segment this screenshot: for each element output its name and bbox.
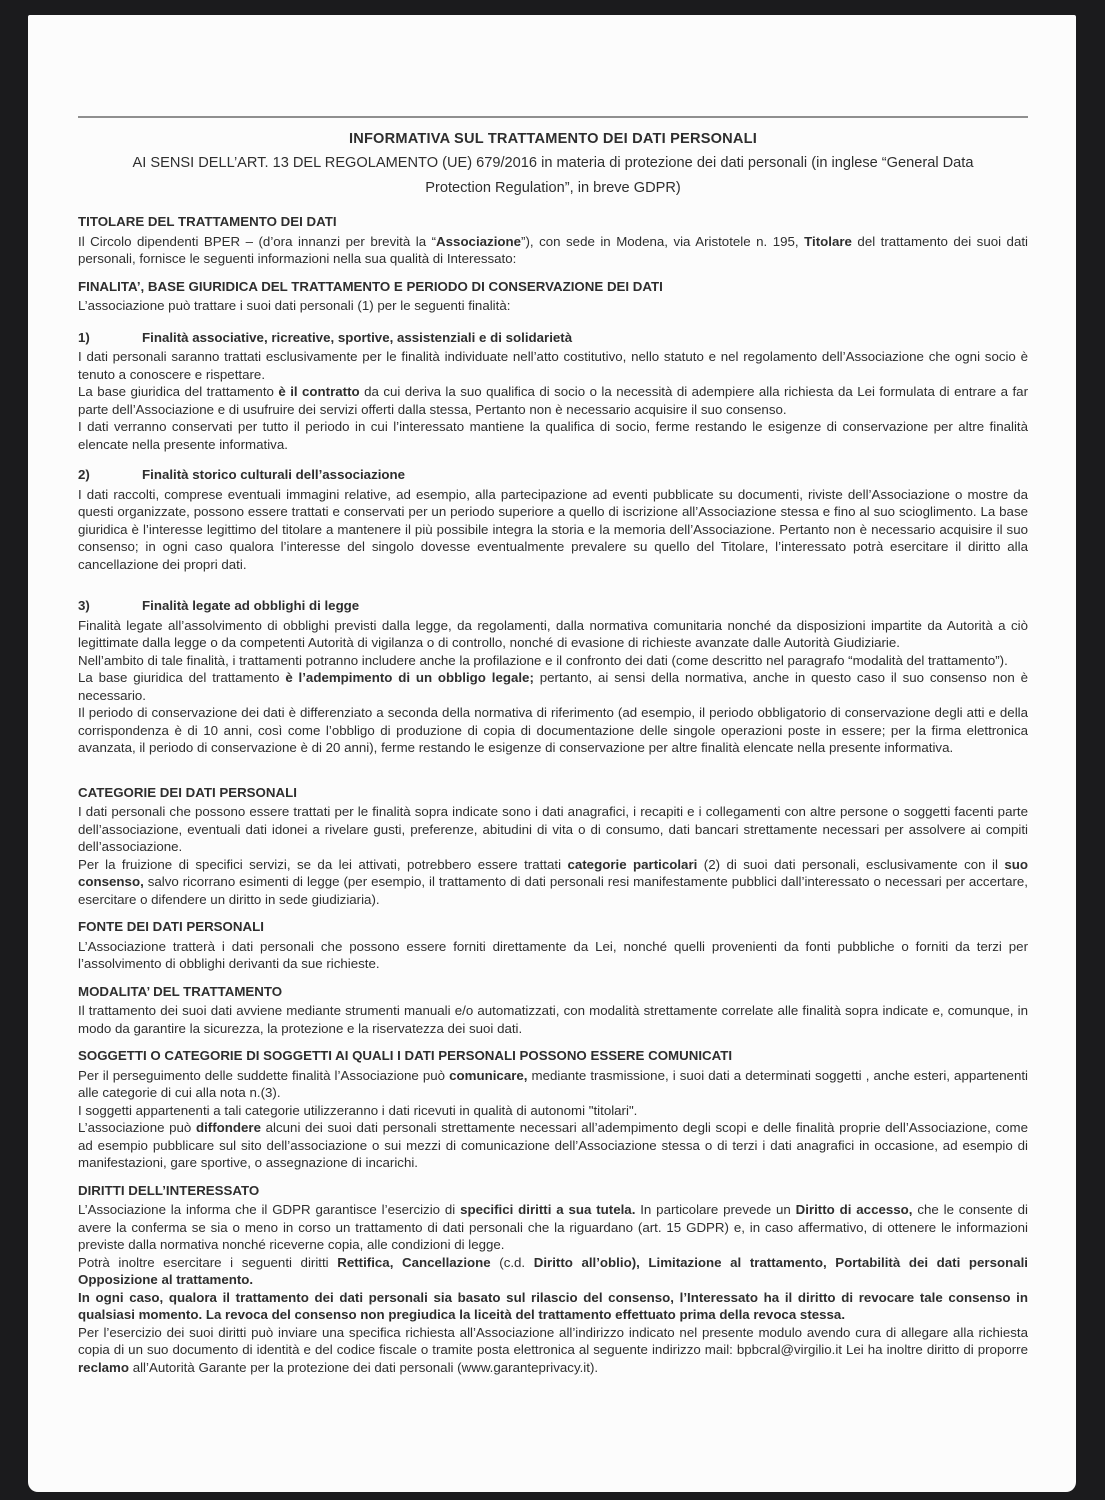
section-heading: 3) Finalità legate ad obblighi di legge [78, 598, 360, 613]
section-heading: 1) Finalità associative, ricreative, sportive, assistenziali e di solidarietà [78, 329, 573, 345]
section-number: 1) [78, 329, 90, 345]
paragraph [78, 1002, 1028, 1037]
text-run: mediante trasmissione, i suoi dati a determinati soggetti , anche esteri, appartenenti alle categorie di cui alla nota n.(3). [78, 1067, 1028, 1100]
text-run-bold: Diritto di accesso, [795, 1202, 913, 1217]
text-run: pertanto, ai sensi della normativa, anche in questo caso il suo consenso non è necessario. [78, 670, 1029, 703]
paragraph [78, 1324, 1028, 1377]
text-run: all’Autorità Garante per la protezione dei dati personali (www.garanteprivacy.it). [129, 1359, 599, 1375]
section-number: 3) [78, 598, 90, 613]
text-run: (c.d. [490, 1254, 534, 1270]
text-run: Il Circolo dipendenti BPER – (d’ora innanzi per brevità la “ [78, 233, 437, 249]
section-number: 2) [78, 467, 90, 482]
text-run: I dati verranno conservati per tutto il periodo in cui l’interessato mantiene la qualifica di socio, ferme restando le esigenze di conservazione per altre finalità elencate nella presente informativa. [78, 419, 1028, 452]
paragraph [78, 652, 1028, 670]
text-run-bold: In ogni caso, qualora il trattamento dei dati personali sia basato sul rilascio del consenso, l’Interessato ha il diritto di revocare tale consenso in qualsiasi momento. La revoca del consenso non pregiudica la liceità del trattamento effettuato prima della revoca stessa. [78, 1289, 1028, 1322]
text-run-bold: specifici diritti a sua tutela. [460, 1202, 636, 1217]
paragraph [78, 1289, 1028, 1324]
section [78, 784, 1028, 909]
section [78, 983, 1028, 1038]
text-run: salvo ricorrano esimenti di legge (per esempio, il trattamento di dati personali resi manifestamente pubblici dall’interessato o necessari per accertare, esercitare o difendere un diritto in sede giudiziaria). [78, 874, 1028, 907]
text-run: In particolare prevede un [635, 1202, 796, 1217]
text-run-bold: suo consenso, [78, 856, 1029, 889]
text-run-bold: Rettifica, Cancellazione [337, 1254, 491, 1270]
paragraph [78, 856, 1028, 909]
text-run: Per il perseguimento delle suddette finalità l’Associazione può [78, 1067, 450, 1083]
text-run: La base giuridica del trattamento [78, 670, 286, 685]
text-run: Per l’esercizio dei suoi diritti può inviare una specifica richiesta all’Associazione all’indirizzo indicato nel presente modulo avendo cura di allegare alla richiesta copia di un suo documento di identità e del codice fiscale o tramite posta elettronica al seguente indirizzo mail: bpbcral@virgilio.it Lei ha inoltre diritto di proporre [78, 1324, 1028, 1357]
text-run: I dati personali che possono essere trattati per le finalità sopra indicate sono i dati anagrafici, i recapiti e i collegamenti con altre persone o soggetti facenti parte dell’associazione, eventuali dati idonei a rivelare gusti, preferenze, abitudini di vita o di consumo, dati bancari strettamente necessari per assolvere ai compiti dell’associazione. [78, 804, 1028, 854]
text-run: Finalità legate all’assolvimento di obblighi previsti dalla legge, da regolamenti, dalla normativa comunitaria nonché da disposizioni impartite da Autorità a ciò legittimate dalla legge o da competenti Autorità di vigilanza o di controllo, nonché di evasione di richieste avanzate dalle Autorità Giudiziarie. [78, 617, 1028, 650]
section [78, 1182, 1028, 1377]
text-run-bold: Titolare [804, 233, 852, 249]
text-run: La base giuridica del trattamento [78, 384, 279, 399]
text-run-bold: categorie particolari [567, 856, 698, 872]
section-heading: MODALITA’ DEL TRATTAMENTO [78, 983, 283, 999]
doc-subtitle-line1: AI SENSI DELL’ART. 13 DEL REGOLAMENTO (UE) 679/2016 in materia di protezione dei dati personali (in inglese “General Data [132, 155, 974, 171]
paragraph [78, 1119, 1028, 1172]
section [78, 466, 1028, 573]
sections [78, 213, 1028, 1376]
text-run: Il trattamento dei suoi dati avviene mediante strumenti manuali e/o automatizzati, con modalità strettamente correlate alle finalità sopra indicate e, comunque, in modo da garantire la sicurezza, la protezione e la riservatezza dei suoi dati. [78, 1003, 1028, 1036]
paragraph [78, 486, 1028, 574]
text-run: Per la fruizione di specifici servizi, se da lei attivati, potrebbero essere trattati [78, 856, 568, 872]
paragraph [78, 348, 1028, 383]
document-page [28, 15, 1076, 1492]
paragraph [78, 233, 1028, 268]
text-run: I dati raccolti, comprese eventuali immagini relative, ad esempio, alla partecipazione ad eventi pubblicate su documenti, riviste dell’Associazione o mostre da questi organizzate, possono essere trattati e conservati per un periodo superiore a quello di iscrizione all’Associazione stessa e fino al suo scioglimento. La base giuridica è l’interesse legittimo del titolare a mantenere il più possibile integra la storia e la memoria dell’Associazione. Pertanto non è necessario acquisire il suo consenso; in ogni caso qualora l’interesse del singolo dovesse eventualmente prevalere su quello del Titolare, l’interessato potrà esercitare il diritto alla cancellazione dei propri dati. [78, 486, 1028, 572]
section [78, 278, 1028, 315]
section [78, 329, 1028, 454]
text-run: I dati personali saranno trattati esclusivamente per le finalità individuate nell’atto costitutivo, nello statuto e nel regolamento dell’Associazione che ogni socio è tenuto a conoscere e rispettare. [78, 349, 1028, 382]
text-run: ”), con sede in Modena, via Aristotele n. 195, [521, 233, 805, 249]
paragraph [78, 297, 1028, 315]
text-run-bold: reclamo [78, 1359, 129, 1375]
section [78, 597, 1028, 757]
section [78, 1047, 1028, 1172]
paragraph [78, 803, 1028, 856]
section-heading: DIRITTI DELL’INTERESSATO [78, 1182, 260, 1198]
text-run-bold: comunicare, [449, 1067, 528, 1083]
section-heading: TITOLARE DEL TRATTAMENTO DEI DATI [78, 214, 337, 229]
section-heading: FINALITA’, BASE GIURIDICA DEL TRATTAMENTO E PERIODO DI CONSERVAZIONE DEI DATI [78, 278, 663, 294]
paragraph [78, 1201, 1028, 1254]
text-run: Nell’ambito di tale finalità, i trattamenti potranno includere anche la profilazione e il confronto dei dati (come descritto nel paragrafo “modalità del trattamento”). [78, 652, 1008, 668]
paragraph [78, 704, 1028, 757]
section-heading: SOGGETTI O CATEGORIE DI SOGGETTI AI QUALI I DATI PERSONALI POSSONO ESSERE COMUNICATI [78, 1048, 733, 1063]
text-run: L’Associazione la informa che il GDPR garantisce l’esercizio di [78, 1202, 461, 1217]
text-run: alcuni dei suoi dati personali strettamente necessari all’adempimento degli scopi e delle finalità proprie dell’Associazione, come ad esempio pubblicare sul sito dell’associazione o sui mezzi di comunicazione dell’Associazione stessa o di terzi i dati anagrafici in occasione, ad esempio di manifestazioni, gare sportive, o assegnazione di incarichi. [78, 1120, 1029, 1170]
text-run: Il periodo di conservazione dei dati è differenziato a seconda della normativa di riferimento (ad esempio, il periodo obbligatorio di conservazione degli atti e della corrispondenza è di 10 anni, così come l’obbligo di produzione di copia di documentazione delle singole operazioni poste in essere; per la firma elettronica avanzata, il periodo di conservazione è di 20 anni), ferme restando le esigenze di conservazione per altre finalità elencate nella presente informativa. [78, 705, 1028, 755]
section [78, 918, 1028, 973]
top-rule [78, 116, 1028, 118]
text-run-bold: Associazione [436, 233, 522, 249]
paragraph [78, 418, 1028, 453]
section-heading: FONTE DEI DATI PERSONALI [78, 919, 264, 934]
text-run: L’Associazione tratterà i dati personali che possono essere forniti direttamente da Lei, nonché quelli provenienti da fonti pubbliche o forniti da terzi per l’assolvimento di obblighi derivanti da sue richieste. [78, 938, 1028, 971]
doc-subtitle-line2: Protection Regulation”, in breve GDPR) [425, 180, 681, 196]
section-heading: CATEGORIE DEI DATI PERSONALI [78, 784, 297, 800]
paragraph [78, 1102, 1028, 1120]
text-run: L’associazione può trattare i suoi dati personali (1) per le seguenti finalità: [78, 298, 511, 313]
text-run-bold: diffondere [195, 1120, 261, 1135]
text-run-bold: Diritto all’oblio), Limitazione al trattamento, Portabilità dei dati personali Opposizione al trattamento. [78, 1254, 1028, 1287]
paragraph [78, 1254, 1028, 1289]
text-run: L’associazione può [78, 1120, 196, 1135]
paragraph [78, 383, 1028, 418]
text-run-bold: è il contratto [278, 384, 360, 399]
text-run: Potrà inoltre esercitare i seguenti diritti [78, 1254, 338, 1270]
text-run: (2) di suoi dati personali, esclusivamente con il [697, 856, 1005, 872]
paragraph [78, 1067, 1028, 1102]
text-run: che le consente di avere la conferma se sia o meno in corso un trattamento di dati personali che la riguardano (art. 15 GDPR) e, in caso affermativo, di ottenere le informazioni previste dalla normativa nonché riceverne copia, alle condizioni di legge. [78, 1202, 1028, 1252]
text-run: I soggetti appartenenti a tali categorie utilizzeranno i dati ricevuti in qualità di autonomi "titolari". [78, 1102, 638, 1118]
section-heading: 2) Finalità storico culturali dell’associazione [78, 467, 406, 482]
doc-title: INFORMATIVA SUL TRATTAMENTO DEI DATI PERSONALI [348, 131, 758, 147]
paragraph [78, 617, 1028, 652]
paragraph [78, 938, 1028, 973]
text-run: del trattamento dei suoi dati personali, fornisce le seguenti informazioni nella sua qualità di Interessato: [78, 233, 1029, 266]
paragraph [78, 669, 1028, 704]
text-run-bold: è l’adempimento di un obbligo legale; [285, 670, 534, 685]
text-run: da cui deriva la suo qualifica di socio o la necessità di adempiere alla richiesta da Lei formulata di entrare a far parte dell’Associazione e di usufruire dei servizi offerti dalla stessa, Pertanto non è necessario acquisire il suo consenso. [78, 384, 1029, 417]
section [78, 213, 1028, 268]
